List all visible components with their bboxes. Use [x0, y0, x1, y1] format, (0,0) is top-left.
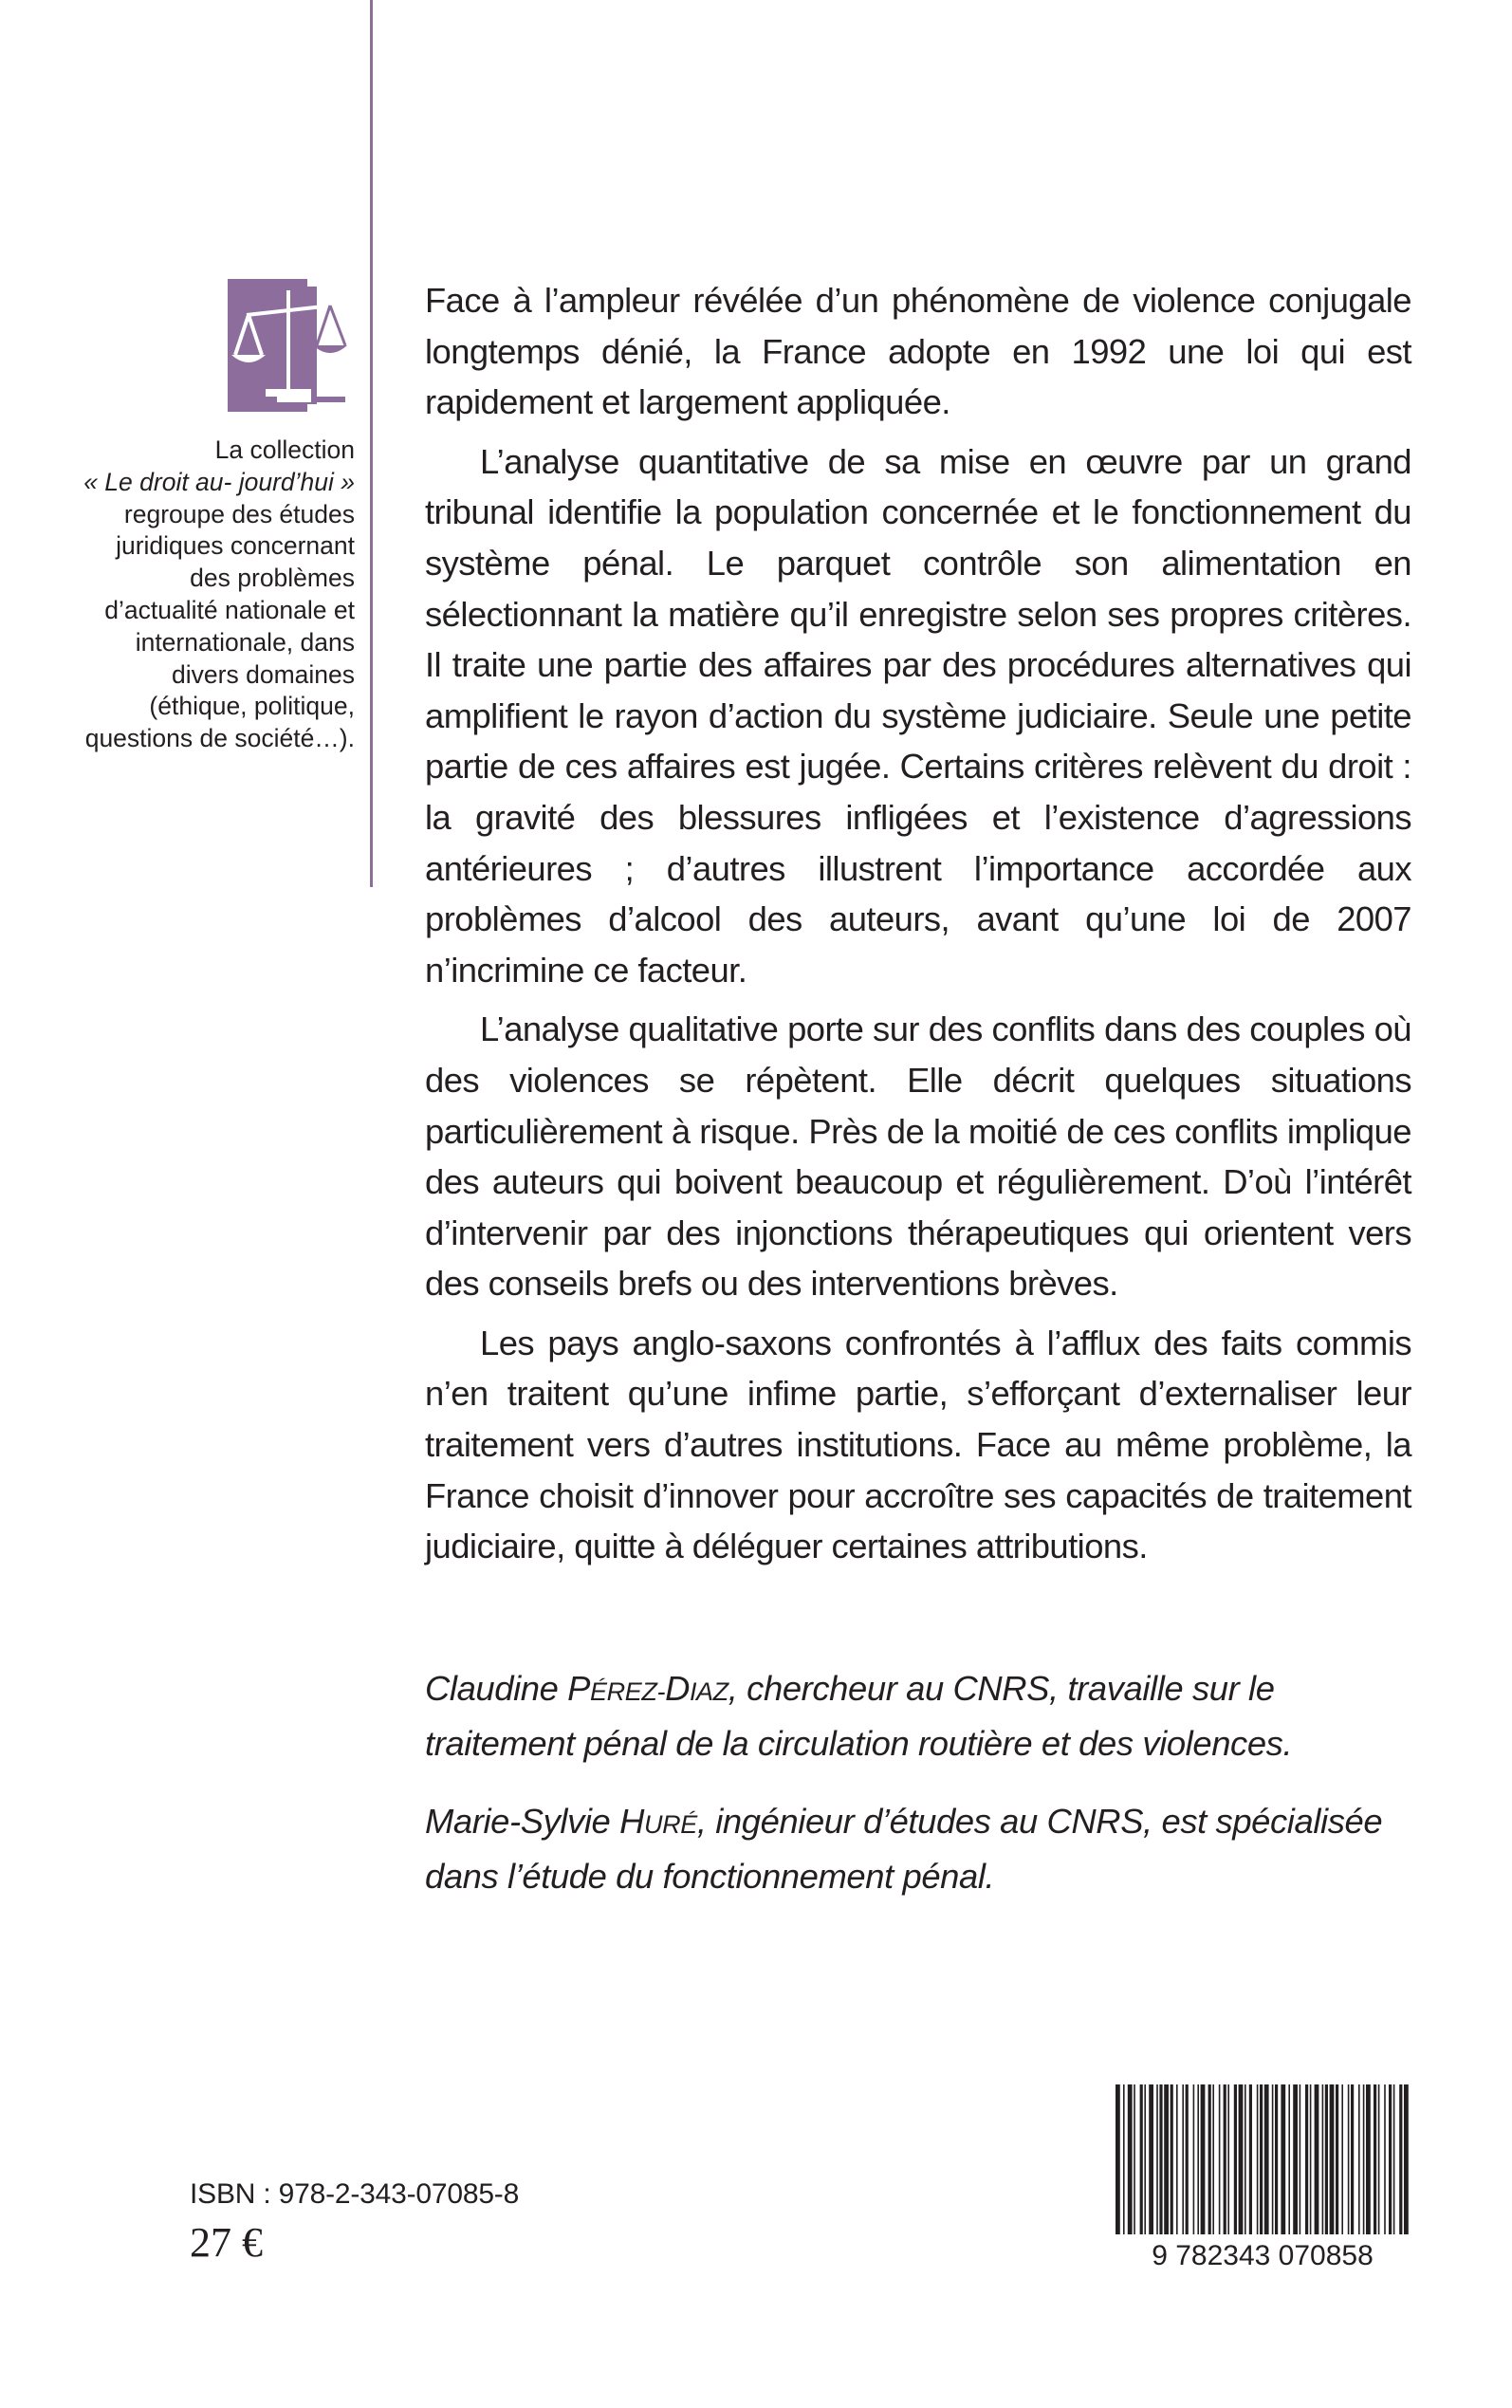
- barcode-bar: [1234, 2084, 1237, 2234]
- barcode-bar: [1272, 2084, 1274, 2234]
- barcode-icon: [1108, 2083, 1417, 2270]
- summary-text: [425, 275, 1411, 1581]
- barcode-bar: [1171, 2084, 1173, 2234]
- author-description: , ingénieur d’études au CNRS, est spécialisée dans l’étude du fonctionnement pénal.: [425, 1802, 1383, 1896]
- barcode-bar: [1310, 2084, 1312, 2234]
- barcode-bar: [1224, 2084, 1226, 2234]
- scales-of-justice-icon: [228, 279, 349, 412]
- barcode-bar: [1134, 2084, 1135, 2234]
- barcode-bar: [1245, 2084, 1246, 2234]
- summary-paragraph: Face à l’ampleur révélée d’un phénomène de violence conjugale longtemps dénié, la France adopte en 1992 une loi qui est rapidement et largement appliquée.: [425, 281, 1411, 422]
- author-description: , chercheur au CNRS, travaille sur le traitement pénal de la circulation routière et des violences.: [425, 1669, 1293, 1763]
- barcode-bar: [1227, 2084, 1229, 2234]
- summary-paragraph: L’analyse quantitative de sa mise en œuvre par un grand tribunal identifie la population concernée et le fonctionnement du système pénal. Le parquet contrôle son alimentation en sélectionnant la matière qu’il enregistre selon ses propres critères. Il traite une partie des affaires par des procédures alternatives qui amplifient le rayon d’action du système judiciaire. Seule une petite partie de ces affaires est jugée. Certains critères relèvent du droit : la gravité des blessures infligées et l’existence d’agressions antérieures ; d’autres illustrent l’importance accordée aux problèmes d’alcool des auteurs, avant qu’une loi de 2007 n’incrimine ce facteur.: [425, 441, 1411, 990]
- barcode-digits: 9 782343 070858: [1152, 2240, 1374, 2270]
- barcode-bar: [1260, 2084, 1263, 2234]
- barcode-bar: [1348, 2084, 1350, 2234]
- barcode-bar: [1325, 2084, 1328, 2234]
- barcode-bar: [1384, 2084, 1386, 2234]
- barcode-bar: [1300, 2084, 1301, 2234]
- author-bio: [425, 1663, 1411, 1769]
- vertical-rule: [370, 0, 373, 887]
- barcode-bar: [1358, 2084, 1360, 2234]
- barcode-bar: [1288, 2084, 1290, 2234]
- barcode-bar: [1366, 2084, 1371, 2234]
- barcode-bar: [1140, 2084, 1143, 2234]
- barcode-bar: [1249, 2084, 1252, 2234]
- collection-suffix: regroupe des études juridiques concernant des problèmes d’actualité nationale et internationale, dans divers domaines (éthique, politique, questions de société…).: [84, 499, 355, 753]
- barcode-bar: [1123, 2084, 1125, 2234]
- collection-prefix: La collection: [214, 435, 355, 464]
- barcode-bar: [1275, 2084, 1278, 2234]
- barcode-bar: [1399, 2084, 1402, 2234]
- author-first-name: Marie-Sylvie: [425, 1802, 611, 1842]
- barcode-bar: [1212, 2084, 1214, 2234]
- barcode-bar: [1164, 2084, 1169, 2234]
- author-first-name: Claudine: [425, 1669, 559, 1708]
- barcode-bar: [1322, 2084, 1324, 2234]
- barcode-bar: [1404, 2084, 1409, 2234]
- author-last-name: HURÉ: [619, 1802, 697, 1842]
- barcode-bar: [1363, 2084, 1365, 2234]
- barcode-bar: [1336, 2084, 1338, 2234]
- barcode-bar: [1257, 2084, 1259, 2234]
- summary-paragraph: L’analyse qualitative porte sur des conflits dans des couples où des violences se répètent. Elle décrit quelques situations particulièrement à risque. Près de la moitié de ces conflits implique des auteurs qui boivent beaucoup et régulièrement. D’où l’intérêt d’intervenir par des injonctions thérapeutiques qui orientent vers des conseils brefs ou des interventions brèves.: [425, 1010, 1411, 1304]
- barcode-bar: [1116, 2084, 1120, 2234]
- isbn-text: ISBN : 978-2-343-07085-8: [190, 2178, 520, 2210]
- barcode-bar: [1176, 2084, 1178, 2234]
- barcode-bar: [1149, 2084, 1153, 2234]
- barcode-bar: [1182, 2084, 1184, 2234]
- barcode-bar: [1315, 2084, 1319, 2234]
- author-bio: [425, 1796, 1411, 1901]
- collection-description: [76, 435, 355, 755]
- barcode-bar: [1239, 2084, 1244, 2234]
- barcode-bar: [1393, 2084, 1395, 2234]
- barcode-bar: [1330, 2084, 1335, 2234]
- barcode-bar: [1186, 2084, 1189, 2234]
- summary-paragraph: Les pays anglo-saxons confrontés à l’afflux des faits commis n’en traitent qu’une infime partie, s’efforçant d’externaliser leur traitement vers d’autres institutions. Face au même problème, la France choisit d’innover pour accroître ses capacités de traitement judiciaire, quitte à déléguer certaines attributions.: [425, 1323, 1411, 1566]
- barcode-bar: [1264, 2084, 1269, 2234]
- barcode-bar: [1374, 2084, 1376, 2234]
- barcode-bar: [1219, 2084, 1221, 2234]
- author-bios: [425, 1663, 1411, 1929]
- barcode-bar: [1293, 2084, 1298, 2234]
- barcode-bar: [1208, 2084, 1211, 2234]
- barcode-bar: [1128, 2084, 1133, 2234]
- price-text: 27 €: [190, 2219, 263, 2266]
- barcode-bar: [1156, 2084, 1158, 2234]
- barcode-bar: [1197, 2084, 1199, 2234]
- barcode-bar: [1351, 2084, 1354, 2234]
- barcode-bar: [1341, 2084, 1343, 2234]
- barcode-bar: [1144, 2084, 1146, 2234]
- collection-name: « Le droit au- jourd’hui »: [83, 467, 355, 496]
- barcode-bar: [1281, 2084, 1285, 2234]
- barcode-bar: [1159, 2084, 1162, 2234]
- barcode-bar: [1305, 2084, 1308, 2234]
- barcode-bar: [1378, 2084, 1380, 2234]
- barcode-bar: [1193, 2084, 1195, 2234]
- barcode-bar: [1389, 2084, 1392, 2234]
- barcode-bar: [1201, 2084, 1206, 2234]
- author-last-name: PÉREZ-DIAZ: [567, 1669, 728, 1708]
